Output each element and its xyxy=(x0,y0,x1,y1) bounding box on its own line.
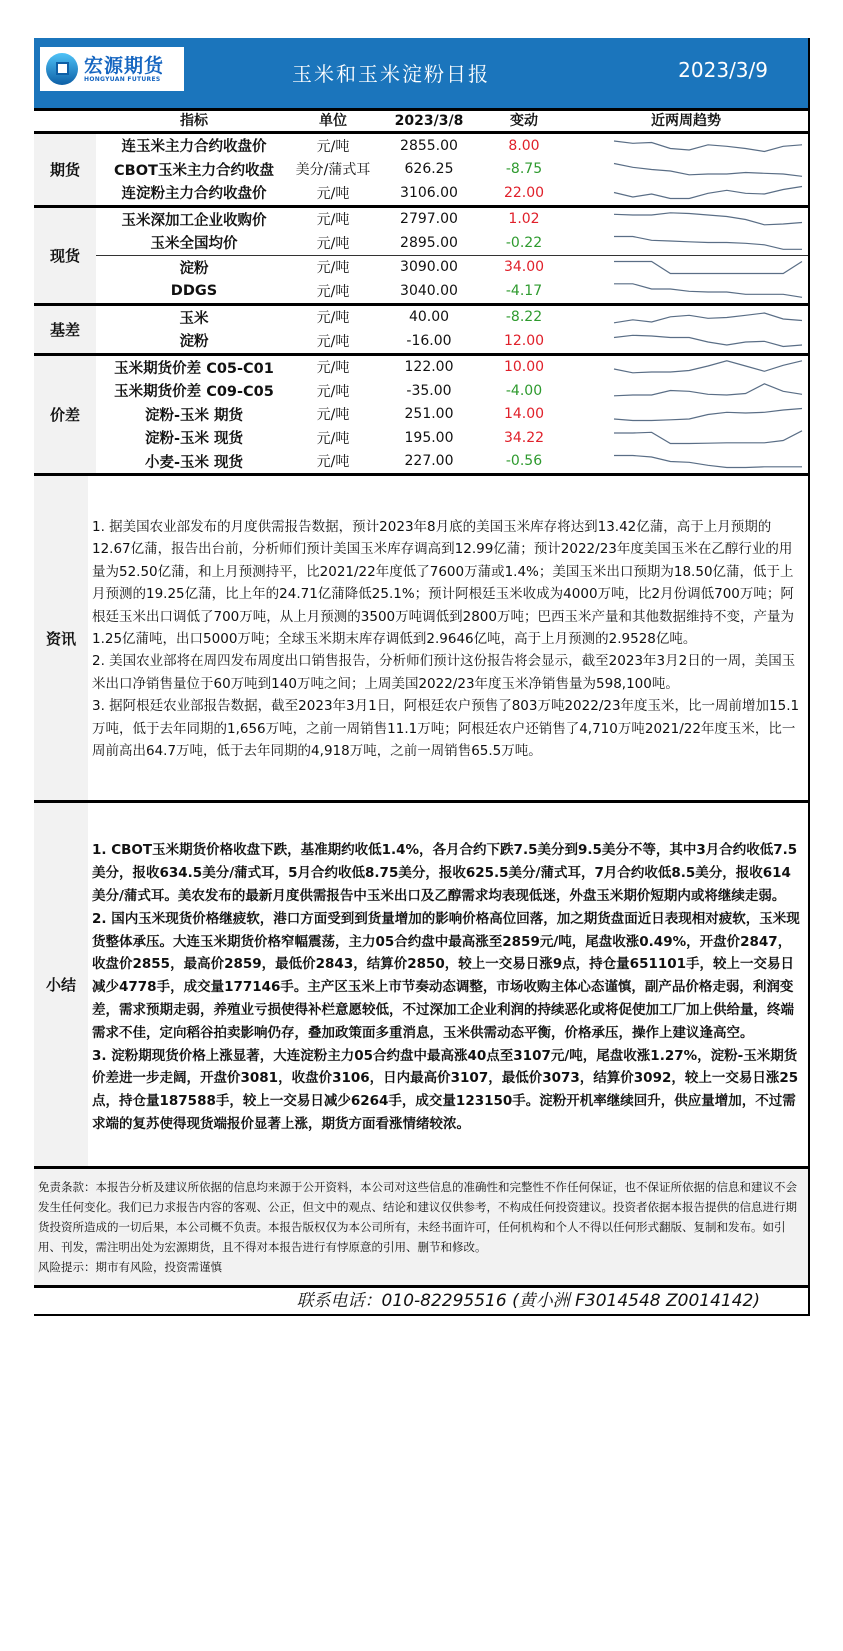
report-sheet xyxy=(34,38,810,1316)
summary-section xyxy=(34,800,808,1165)
trend-sparkline xyxy=(564,426,808,449)
indicator-name: 玉米期货价差 C05-C01 xyxy=(114,360,274,377)
change: -0.56 xyxy=(505,453,543,470)
group-label: 价差 xyxy=(34,356,96,474)
change: -8.22 xyxy=(505,309,543,326)
table-header xyxy=(34,108,808,131)
summary-paragraph: 2. 国内玉米现货价格继疲软，港口方面受到到货量增加的影响价格高位回落，加之期货盘面近日表现相对疲软，玉米现货整体承压。大连玉米期货价格窄幅震荡，主力05合约盘中最高涨至2859元/吨，尾盘收涨0.49%，开盘价2847，收盘价2855，最高价2859，最低价2843，结算价2850，较上一交易日涨9点，持仓量651101手，较上一交易日减少4778手，成交量177146手。主产区玉米上市节奏动态调整，市场收购主体心态谨慎，副产品价格走弱，利润变差，需求预期走弱，养殖业亏损使得补栏意愿较低，不过深加工企业利润的持续恶化或将促使加工厂加上供给量，终端需求不佳，定向稻谷拍卖影响仍存，叠加政策面多重消息，玉米供需动态平衡，价格承压，操作上建议逢高空。 xyxy=(92,910,800,1041)
contact-info: 联系电话：010-82295516 (黄小洲 F3014548 Z0014142) xyxy=(34,1285,808,1316)
trend-sparkline xyxy=(564,279,808,302)
news-paragraph: 2. 美国农业部将在周四发布周度出口销售报告，分析师们预计这份报告将会显示，截至2023年3月2日的一周，美国玉米出口净销售量位于60万吨到140万吨之间；上周美国2022/23年度玉米净销售量为598,100吨。 xyxy=(92,653,796,692)
table-row xyxy=(96,158,808,182)
unit: 美分/蒲式耳 xyxy=(295,162,371,179)
col-change: 变动 xyxy=(510,113,538,129)
value: 2797.00 xyxy=(400,211,458,228)
unit: 元/吨 xyxy=(316,383,350,400)
change: 12.00 xyxy=(503,332,545,349)
indicator-name: 连淀粉主力合约收盘价 xyxy=(121,186,267,203)
table-row xyxy=(96,181,808,205)
change: -4.17 xyxy=(505,282,543,299)
report-banner xyxy=(34,38,808,108)
value: 3106.00 xyxy=(400,184,458,201)
table-row xyxy=(96,231,808,255)
news-body xyxy=(88,476,808,800)
trend-sparkline xyxy=(564,329,808,352)
unit: 元/吨 xyxy=(316,185,350,202)
value: 251.00 xyxy=(404,406,454,423)
value: -16.00 xyxy=(406,332,452,349)
trend-sparkline xyxy=(564,450,808,473)
value: 3090.00 xyxy=(400,259,458,276)
indicator-name: 淀粉-玉米 期货 xyxy=(144,407,244,424)
trend-sparkline xyxy=(564,231,808,254)
news-section xyxy=(34,473,808,800)
table-group xyxy=(34,353,808,474)
unit: 元/吨 xyxy=(316,283,350,300)
indicator-name: 淀粉-玉米 现货 xyxy=(144,431,244,448)
change: 14.00 xyxy=(503,406,545,423)
indicator-name: 小麦-玉米 现货 xyxy=(144,454,244,471)
unit: 元/吨 xyxy=(316,235,350,252)
change: -0.22 xyxy=(505,234,543,251)
value: 2855.00 xyxy=(400,137,458,154)
col-date-value: 2023/3/8 xyxy=(394,113,464,129)
trend-sparkline xyxy=(564,306,808,329)
logo-name-cn: 宏源期货 xyxy=(84,54,165,77)
change: 10.00 xyxy=(503,359,545,376)
summary-label: 小结 xyxy=(34,803,88,1165)
summary-body xyxy=(88,803,808,1165)
indicator-name: 玉米全国均价 xyxy=(150,236,238,253)
trend-sparkline xyxy=(564,256,808,279)
unit: 元/吨 xyxy=(316,407,350,424)
trend-sparkline xyxy=(564,379,808,402)
col-trend: 近两周趋势 xyxy=(651,113,721,129)
news-paragraph: 1. 据美国农业部发布的月度供需报告数据，预计2023年8月底的美国玉米库存将达到13.42亿蒲，高于上月预期的12.67亿蒲，报告出台前，分析师们预计美国玉米库存调高到12.99亿蒲；预计2022/23年度美国玉米在乙醇行业的用量为52.50亿蒲，和上月预测持平，比2021/22年度低了7600万蒲或1.4%；美国玉米出口预期为18.50亿蒲，低于上月预测的19.25亿蒲，比上年的24.71亿蒲降低25.1%；预计阿根廷玉米收成为4000万吨，比2月份调低700万吨；阿根廷玉米出口调低了700万吨，从上月预测的3500万吨调低到2800万吨；巴西玉米产量和其他数据维持不变，产量为1.25亿蒲吨，出口5000万吨；全球玉米期末库存调低到2.9646亿吨，高于上月预测的2.9528亿吨。 xyxy=(92,519,794,648)
change: 34.00 xyxy=(503,259,545,276)
col-indicator: 指标 xyxy=(180,113,208,129)
table-row xyxy=(96,426,808,450)
logo-name-en: HONGYUAN FUTURES xyxy=(84,75,161,83)
table-row xyxy=(96,279,808,303)
trend-sparkline xyxy=(564,208,808,231)
indicator-name: 淀粉 xyxy=(179,334,209,351)
unit: 元/吨 xyxy=(316,454,350,471)
disclaimer xyxy=(34,1166,808,1285)
news-label: 资讯 xyxy=(34,476,88,800)
disclaimer-text: 免责条款：本报告分析及建议所依据的信息均来源于公开资料，本公司对这些信息的准确性和完整性不作任何保证，也不保证所依据的信息和建议不会发生任何变化。我们已力求报告内容的客观、公正，但文中的观点、结论和建议仅供参考，不构成任何投资建议。投资者依据本报告提供的信息进行期货投资所造成的一切后果，本公司概不负责。本报告版权仅为本公司所有，未经书面许可，任何机构和个人不得以任何形式翻版、复制和发布。如引用、刊发，需注明出处为宏源期货，且不得对本报告进行有悖原意的引用、删节和修改。 xyxy=(38,1179,797,1254)
change: -8.75 xyxy=(505,161,543,178)
table-row xyxy=(96,356,808,380)
news-paragraph: 3. 据阿根廷农业部报告数据，截至2023年3月1日，阿根廷农户预售了803万吨2022/23年度玉米，比一周前增加15.1万吨，低于去年同期的1,656万吨，之前一周销售11.1万吨；阿根廷农户还销售了4,710万吨2021/22年度玉米，比一周前高出64.7万吨，低于去年同期的4,918万吨，之前一周销售65.5万吨。 xyxy=(92,698,800,760)
table-row xyxy=(96,379,808,403)
change: 1.02 xyxy=(508,211,540,228)
indicator-name: 玉米深加工企业收购价 xyxy=(121,212,267,229)
indicator-name: DDGS xyxy=(170,282,218,299)
value: 195.00 xyxy=(404,429,454,446)
value: 227.00 xyxy=(404,453,454,470)
company-logo xyxy=(40,47,184,91)
logo-mark-icon xyxy=(46,53,78,85)
trend-sparkline xyxy=(564,181,808,204)
value: 3040.00 xyxy=(400,282,458,299)
unit: 元/吨 xyxy=(316,360,350,377)
report-date: 2023/3/9 xyxy=(678,58,768,82)
unit: 元/吨 xyxy=(316,212,350,229)
group-label: 现货 xyxy=(34,208,96,303)
change: 8.00 xyxy=(508,137,540,154)
summary-paragraph: 3. 淀粉期现货价格上涨显著，大连淀粉主力05合约盘中最高涨40点至3107元/吨，尾盘收涨1.27%，淀粉-玉米期货价差进一步走阔，开盘价3081，收盘价3106，日内最高价3107，最低价3073，结算价3092，较上一交易日涨25点，持仓量187588手，较上一交易日减少6264手，成交量123150手。淀粉开机率继续回升，供应量增加，不过需求端的复苏使得现货端报价显著上涨，期货方面看涨情绪较浓。 xyxy=(92,1047,799,1133)
col-unit: 单位 xyxy=(319,113,347,129)
unit: 元/吨 xyxy=(316,310,350,327)
table-row xyxy=(96,306,808,330)
trend-sparkline xyxy=(564,158,808,181)
report-title: 玉米和玉米淀粉日报 xyxy=(292,62,490,86)
table-row xyxy=(96,208,808,232)
indicator-name: 淀粉 xyxy=(179,260,209,277)
value: 2895.00 xyxy=(400,234,458,251)
trend-sparkline xyxy=(564,403,808,426)
trend-sparkline xyxy=(564,134,808,157)
indicator-name: 玉米期货价差 C09-C05 xyxy=(114,384,274,401)
group-label: 基差 xyxy=(34,306,96,353)
table-row xyxy=(96,329,808,353)
table-row xyxy=(96,134,808,158)
unit: 元/吨 xyxy=(316,260,350,277)
table-row xyxy=(96,450,808,474)
table-row xyxy=(96,255,808,280)
group-label: 期货 xyxy=(34,134,96,205)
value: 122.00 xyxy=(404,359,454,376)
summary-paragraph: 1. CBOT玉米期货价格收盘下跌，基准期约收低1.4%，各月合约下跌7.5美分到9.5美分不等，其中3月合约收低7.5美分，报收634.5美分/蒲式耳，5月合约收低8.75美分，报收625.5美分/蒲式耳，7月合约收低8.5美分，报收614美分/蒲式耳。美农发布的最新月度供需报告中玉米出口及乙醇需求均表现低迷，外盘玉米期价短期内或将继续走弱。 xyxy=(92,842,798,905)
indicator-name: 玉米 xyxy=(179,310,209,327)
table-group xyxy=(34,205,808,303)
indicator-name: 连玉米主力合约收盘价 xyxy=(121,139,267,156)
unit: 元/吨 xyxy=(316,430,350,447)
value: -35.00 xyxy=(406,382,452,399)
change: -4.00 xyxy=(505,382,543,399)
unit: 元/吨 xyxy=(316,333,350,350)
table-group xyxy=(34,303,808,353)
unit: 元/吨 xyxy=(316,138,350,155)
change: 22.00 xyxy=(503,184,545,201)
value: 40.00 xyxy=(408,309,450,326)
table-group xyxy=(34,131,808,205)
trend-sparkline xyxy=(564,356,808,379)
indicator-name: CBOT玉米主力合约收盘 xyxy=(114,162,274,179)
indicator-table xyxy=(34,131,808,473)
risk-notice: 风险提示：期市有风险，投资需谨慎 xyxy=(38,1259,222,1274)
value: 626.25 xyxy=(404,161,454,178)
table-row xyxy=(96,403,808,427)
change: 34.22 xyxy=(503,429,545,446)
